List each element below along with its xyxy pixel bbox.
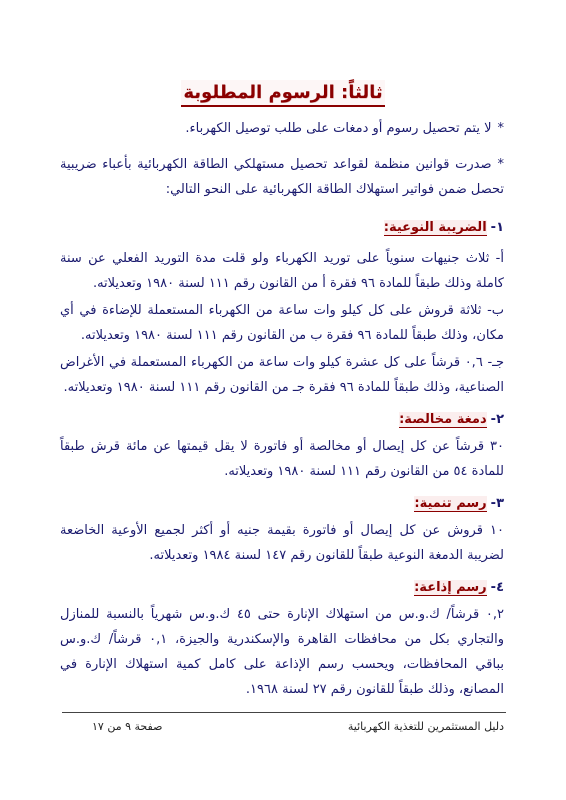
section-3-heading <box>414 494 504 514</box>
section-1-item-c: جـ- ٠,٦ قرشاً على كل عشرة كيلو وات ساعة من الكهرباء المستعملة في الأغراض الصناعية، وذلك طبقاً للمادة ٩٦ فقرة جـ من القانون رقم ١١١ لسنة ١٩٨٠ وتعديلاته. <box>60 355 505 395</box>
section-4-label: رسم إذاعة: <box>414 580 487 595</box>
footer-page-number: صفحة ٩ من ١٧ <box>92 720 163 733</box>
footer-divider <box>62 712 506 713</box>
section-4-text: ٠,٢ قرشاً/ ك.و.س من استهلاك الإنارة حتى ٤٥ ك.و.س شهرياً بالنسبة للمنازل والتجاري بكل من محافظات القاهرة والإسكندرية والجيزة، ٠,١ قرشاً/ ك.و.س بباقي المحافظات، ويحسب رسم الإذاعة على كامل كمية استهلاك الإنارة في المصانع، وذلك طبقاً للقانون رقم ٢٧ لسنة ١٩٦٨. <box>60 607 504 697</box>
section-3-number: ٣- <box>490 496 504 511</box>
section-1-heading <box>384 218 504 238</box>
section-3-label: رسم تنمية: <box>414 496 487 511</box>
section-1-label: الضريبة النوعية: <box>383 220 487 235</box>
title-container <box>0 80 566 107</box>
bullet-paragraph-2: * صدرت قوانين منظمة لقواعد تحصيل مستهلكي الطاقة الكهربائية بأعباء ضريبية تحصل ضمن فواتير استهلاك الطاقة الكهربائية على النحو التالي: <box>60 152 504 202</box>
footer-document-title: دليل المستثمرين للتغذية الكهربائية <box>347 720 504 733</box>
section-1-number: ١- <box>490 220 504 235</box>
section-4-heading <box>414 578 504 598</box>
section-4-number: ٤- <box>490 580 504 595</box>
section-1-item-b: ب- ثلاثة قروش على كل كيلو وات ساعة من الكهرباء المستعملة للإضاءة في أي مكان، وذلك طبقاً للمادة ٩٦ فقرة ب من القانون رقم ١١١ لسنة ١٩٨٠ وتعديلاته. <box>60 303 504 343</box>
bullet-paragraph-1: * لا يتم تحصيل رسوم أو دمغات على طلب توصيل الكهرباء. <box>60 116 504 141</box>
section-3-text: ١٠ قروش عن كل إيصال أو فاتورة بقيمة جنيه أو أكثر لجميع الأوعية الخاضعة لضريبة الدمغة النوعية طبقاً للقانون رقم ١٤٧ لسنة ١٩٨٤ وتعديلاته. <box>60 523 504 563</box>
section-2-label: دمغة مخالصة: <box>399 412 487 427</box>
section-2-text: ٣٠ قرشاً عن كل إيصال أو مخالصة أو فاتورة لا يقل قيمتها عن مائة قرش طبقاً للمادة ٥٤ من القانون رقم ١١١ لسنة ١٩٨٠ وتعديلاته. <box>60 439 504 479</box>
section-1-item-a: أ- ثلاث جنيهات سنوياً على توريد الكهرباء ولو قلت مدة التوريد الفعلي عن سنة كاملة وذلك طبقاً للمادة ٩٦ فقرة أ من القانون رقم ١١١ لسنة ١٩٨٠ وتعديلاته. <box>60 251 504 291</box>
page-title: ثالثاً: الرسوم المطلوبة <box>181 80 384 107</box>
section-2-heading <box>399 410 504 430</box>
section-2-number: ٢- <box>490 412 504 427</box>
